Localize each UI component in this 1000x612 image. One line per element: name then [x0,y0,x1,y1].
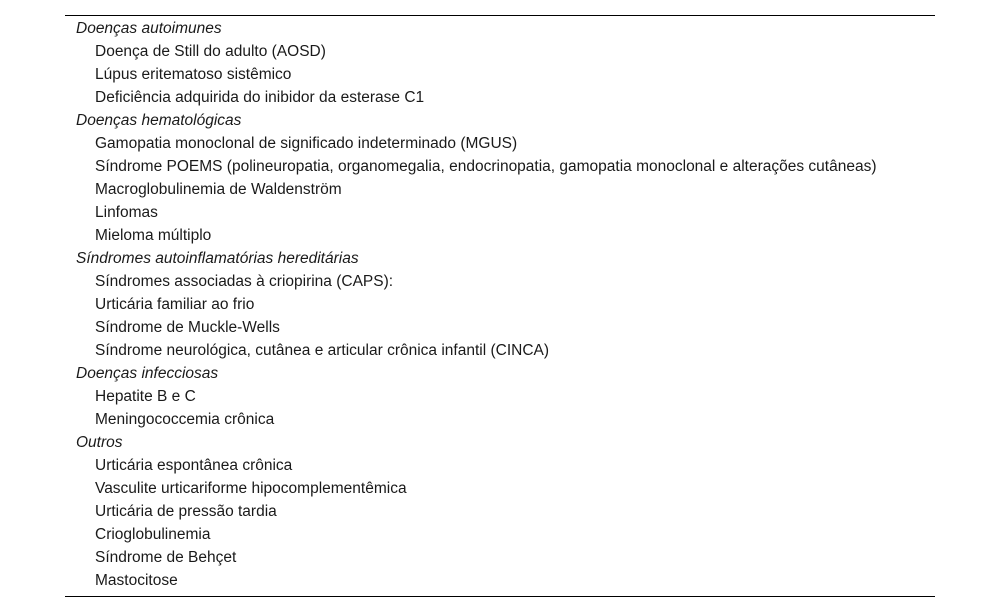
group-item: Urticária de pressão tardia [95,503,277,520]
group-heading: Doenças hematológicas [76,112,242,129]
group-heading: Síndromes autoinflamatórias hereditárias [76,250,359,267]
group-item: Linfomas [95,204,158,221]
group-autoimmune [65,17,935,109]
group-infectious [65,362,935,431]
group-others [65,431,935,592]
group-hereditary-autoinflammatory [65,247,935,362]
group-item: Deficiência adquirida do inibidor da esterase C1 [95,89,425,106]
group-item: Síndrome POEMS (polineuropatia, organomegalia, endocrinopatia, gamopatia monoclonal e alterações cutâneas) [95,158,877,175]
disease-table [65,15,935,597]
group-item: Síndrome neurológica, cutânea e articular crônica infantil (CINCA) [95,342,550,359]
group-item: Crioglobulinemia [95,526,211,543]
group-item: Lúpus eritematoso sistêmico [95,66,292,83]
group-item: Macroglobulinemia de Waldenström [95,181,342,198]
group-item: Urticária espontânea crônica [95,457,293,474]
group-item: Vasculite urticariforme hipocomplementêmica [95,480,407,497]
group-item: Mieloma múltiplo [95,227,212,244]
group-item: Meningococcemia crônica [95,411,275,428]
group-item: Mastocitose [95,572,178,589]
group-item: Gamopatia monoclonal de significado indeterminado (MGUS) [95,135,518,152]
group-heading: Doenças autoimunes [76,20,222,37]
group-item: Síndrome de Muckle-Wells [95,319,280,336]
group-item: Hepatite B e C [95,388,196,405]
group-hematologic [65,109,935,247]
group-heading: Outros [76,434,123,451]
group-heading: Doenças infecciosas [76,365,219,382]
group-item: Urticária familiar ao frio [95,296,255,313]
group-item: Doença de Still do adulto (AOSD) [95,43,326,60]
group-item: Síndrome de Behçet [95,549,237,566]
group-item: Síndromes associadas à criopirina (CAPS): [95,273,394,290]
